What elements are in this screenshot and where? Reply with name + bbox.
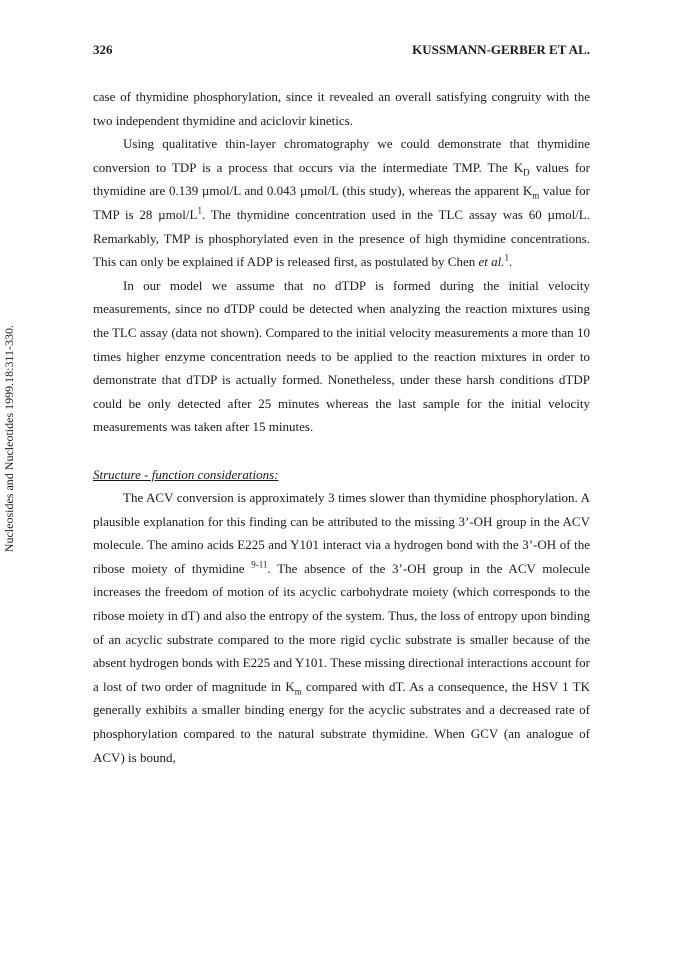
p4-ref: 9-11 — [251, 559, 268, 570]
p4-text-c: compared with dT. As a consequence, the HSV 1 TK generally exhibits a smaller binding energy for the acyclic substrates and a decreased rate of phosphorylation compared to the natural substrate thymidine. When GCV (an analogue of ACV) is bound, — [93, 678, 591, 765]
section-heading: Structure - function considerations: — [93, 466, 279, 482]
running-head-authors: KUSSMANN-GERBER ET AL. — [412, 42, 590, 57]
p2-ref-2: 1 — [504, 252, 509, 263]
page-number: 326 — [93, 42, 113, 57]
p2-text-c: value for TMP is 28 µmol/L — [93, 183, 590, 222]
paragraph-2 — [93, 132, 590, 274]
body-text — [93, 85, 590, 769]
p2-text-d: . The thymidine concentration used in the TLC assay was 60 µmol/L. Remarkably, TMP is phosphorylated even in the presence of high thymidine concentrations. This can only be explained if ADP is released first, as postulated by Chen — [93, 206, 590, 270]
p2-ref-1: 1 — [197, 205, 202, 216]
p4-sub-m: m — [294, 686, 302, 697]
section-gap — [93, 439, 590, 463]
paragraph-1: case of thymidine phosphorylation, since it revealed an overall satisfying congruity with the two independent thymidine and aciclovir kinetics. — [93, 89, 590, 128]
side-citation — [2, 325, 18, 615]
p2-sub-d: D — [523, 167, 530, 178]
p4-text-a: The ACV conversion is approximately 3 times slower than thymidine phosphorylation. A plausible explanation for this finding can be attributed to the missing 3’-OH group in the ACV molecule. The amino acids E225 and Y101 interact via a hydrogen bond with the 3’-OH of the ribose moiety of thymidine — [93, 490, 590, 576]
p2-text-f: . — [508, 254, 513, 270]
paragraph-4 — [93, 486, 590, 769]
section-heading-wrap — [93, 463, 590, 487]
running-head — [93, 42, 590, 62]
paragraph-3: In our model we assume that no dTDP is formed during the initial velocity measurements, since no dTDP could be detected when analyzing the reaction mixtures using the TLC assay (data not shown). Compared to the initial velocity measurements a more than 10 times higher enzyme concentration needs to be applied to the reaction mixtures in order to demonstrate that dTDP is actually formed. Nonetheless, under these harsh conditions dTDP could be only detected after 25 minutes whereas the last sample for the initial velocity measurements was taken after 15 minutes. — [93, 277, 590, 435]
p4-text-b: . The absence of the 3’-OH group in the ACV molecule increases the freedom of motion of its acyclic carbohydrate moiety (which corresponds to the ribose moiety in dT) and also the entropy of the system. Thus, the loss of entropy upon binding of an acyclic substrate compared to the more rigid cyclic substrate is smaller because of the absent hydrogen bonds with E225 and Y101. These missing directional interactions account for a lost of two order of magnitude in K — [93, 560, 590, 694]
p2-sub-m: m — [532, 190, 540, 201]
p2-text-b: values for thymidine are 0.139 µmol/L and 0.043 µmol/L (this study), whereas the apparent K — [93, 159, 590, 199]
p2-text-a: Using qualitative thin-layer chromatography we could demonstrate that thymidine conversion to TDP is a process that occurs via the intermediate TMP. The K — [93, 136, 590, 175]
side-citation-text: Nucleosides and Nucleotides 1999.18:311-330. — [2, 325, 16, 553]
p2-etal: et al. — [478, 254, 505, 270]
